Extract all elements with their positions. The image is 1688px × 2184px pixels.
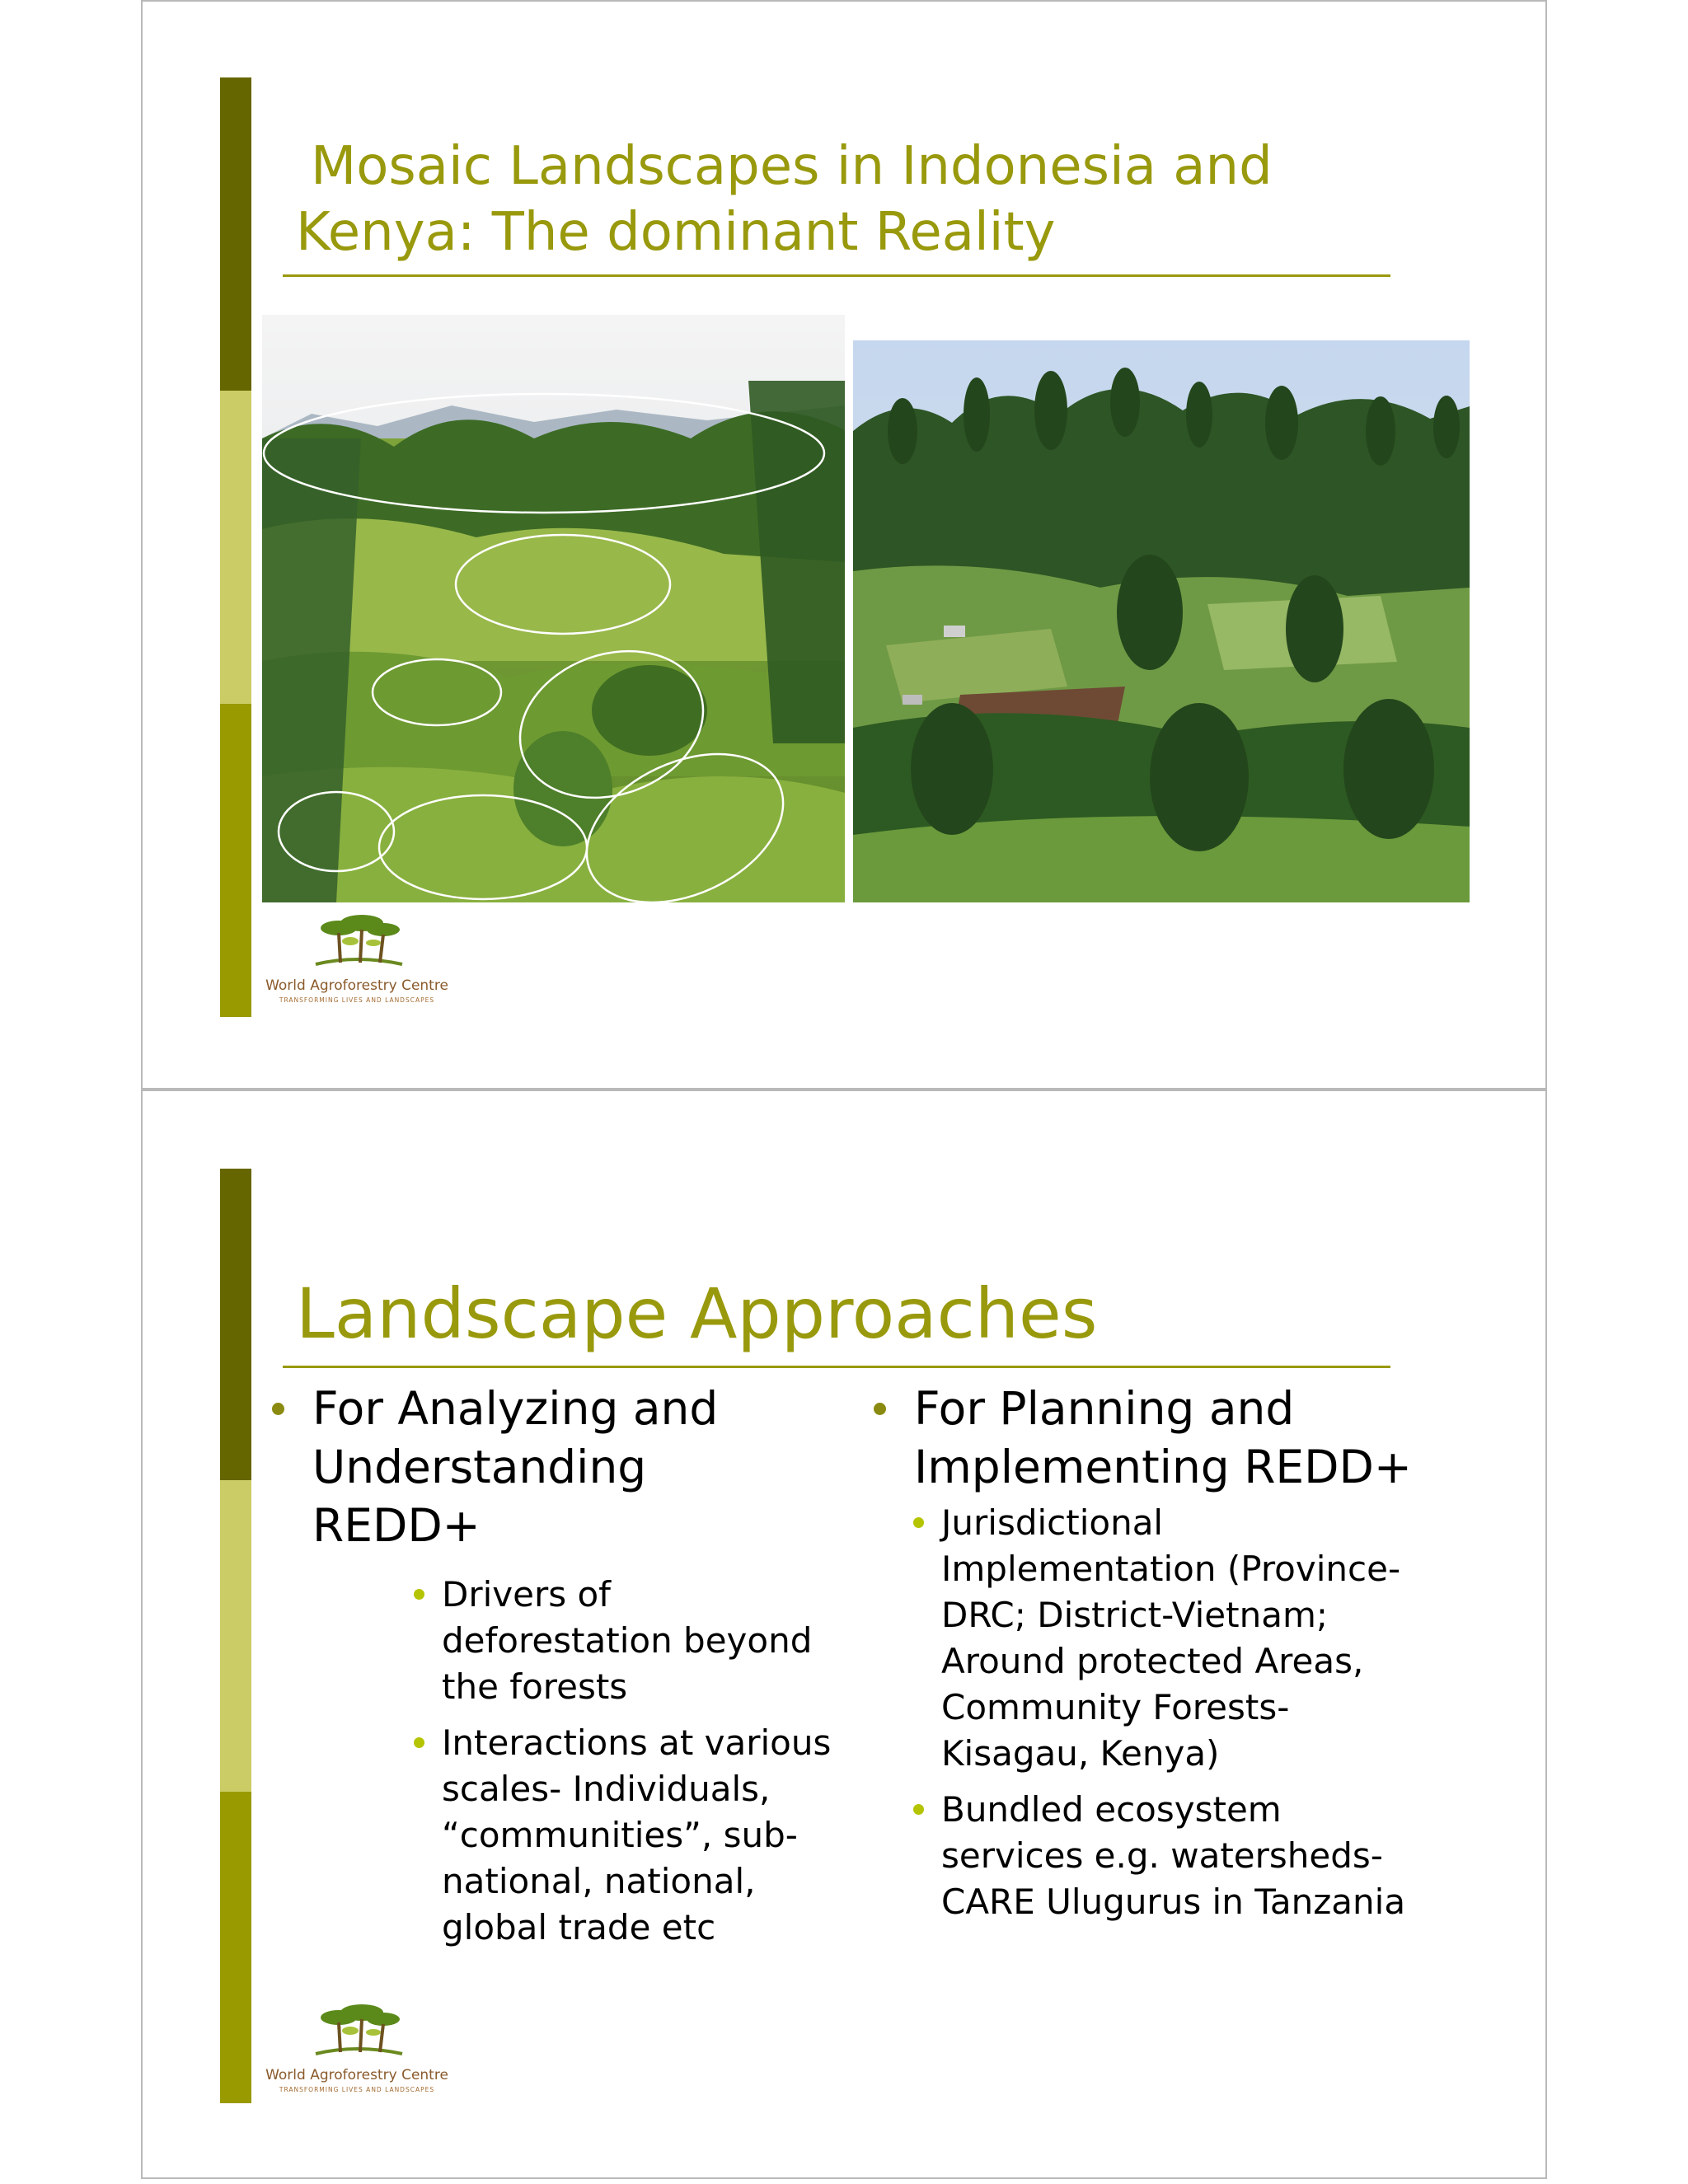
accent-bar-mid: [220, 704, 251, 1017]
slide-title-line-1: Mosaic Landscapes in Indonesia and: [311, 136, 1273, 197]
slide-title-line-2: Kenya: The dominant Reality: [296, 202, 1056, 263]
logo-tagline: TRANSFORMING LIVES AND LANDSCAPES: [279, 996, 435, 1004]
world-agroforestry-centre-logo: [258, 913, 456, 1012]
left-heading: For Analyzing and Understanding REDD+: [270, 1380, 774, 1555]
slide-landscape-approaches: [141, 1090, 1547, 2179]
accent-bar-light: [220, 1480, 251, 1792]
left-column: [270, 1380, 863, 1961]
world-agroforestry-centre-logo: [258, 2003, 456, 2102]
logo-tagline: TRANSFORMING LIVES AND LANDSCAPES: [279, 2086, 435, 2093]
accent-bar-dark: [220, 1169, 251, 1480]
tree-icon: [258, 2003, 456, 2067]
accent-bar-light: [220, 391, 251, 704]
kenya-mosaic-landscape-photo: [853, 340, 1470, 902]
accent-bar-dark: [220, 77, 251, 391]
right-sub-list: [913, 1500, 1408, 1925]
list-item: Interactions at various scales- Individuals, “communities”, sub-national, national, global trade etc: [414, 1720, 842, 1951]
right-column: [871, 1380, 1498, 1935]
slide-mosaic-landscapes: [141, 0, 1547, 1090]
right-heading: For Planning and Implementing REDD+: [871, 1380, 1458, 1497]
left-sub-list: [414, 1572, 842, 1951]
logo-name: World Agroforestry Centre: [265, 2067, 448, 2083]
list-item: Drivers of deforestation beyond the forests: [414, 1572, 842, 1710]
title-underline: [283, 274, 1390, 277]
accent-bar-mid: [220, 1792, 251, 2103]
indonesia-mosaic-landscape-photo: [262, 315, 845, 902]
title-underline: [283, 1366, 1390, 1368]
tree-icon: [258, 913, 456, 977]
logo-name: World Agroforestry Centre: [265, 977, 448, 994]
list-item: Jurisdictional Implementation (Province- DRC; District-Vietnam; Around protected Areas, Community Forests-Kisagau, Kenya): [913, 1500, 1408, 1777]
list-item: Bundled ecosystem services e.g. watersheds- CARE Ulugurus in Tanzania: [913, 1787, 1408, 1925]
slide-title: Landscape Approaches: [296, 1273, 1098, 1354]
